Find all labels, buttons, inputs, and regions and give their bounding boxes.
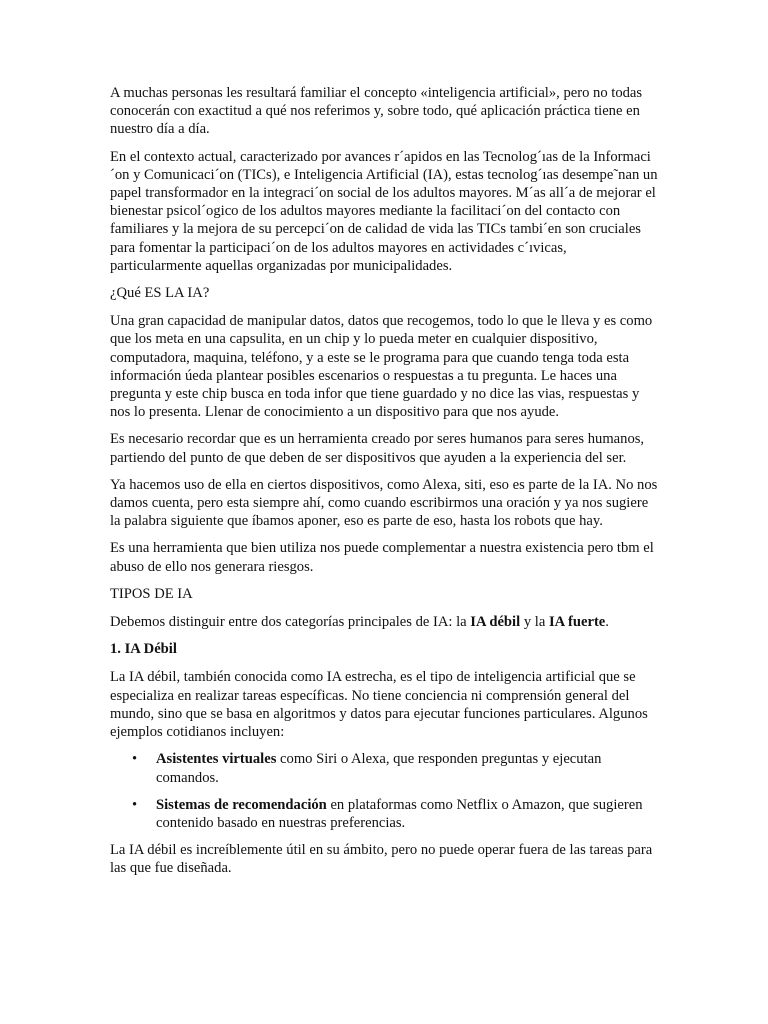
- weak-ai-heading: 1. IA Débil: [110, 641, 177, 658]
- intro-paragraph: A muchas personas les resultará familiar el concepto «inteligencia artificial», pero no todas conocerán con exactitud a qué nos referimos y, sobre todo, qué aplicación práctica tiene en nuestro día a día.: [110, 85, 643, 138]
- list-item: [132, 796, 660, 832]
- context-paragraph: En el contexto actual, caracterizado por avances r´apidos en las Tecnolog´ıas de la Informaci´on y Comunicaci´on (TICs), e Inteligencia Artificial (IA), estas tecnolog´ıas desempe˜nan un papel transformador en la integraci´on social de los adultos mayores. M´as all´a de mejorar el bienestar psicol´ogico de los adultos mayores mediante la facilitaci´on del contacto con familiares y la mejora de su percepci´on de calidad de vida las TICs tambi´en son cruciales para fomentar la participaci´on de los adultos mayores en actividades c´ıvicas, particularmente aquellas organizadas por municipalidades.: [110, 148, 658, 274]
- usage-paragraph: Ya hacemos uso de ella en ciertos dispositivos, como Alexa, siti, eso es parte de la IA. No nos damos cuenta, pero esta siempre ahí, como cuando escribirmos una oración y ya nos sugiere la palabra siguiente que íbamos aponer, eso es parte de eso, hasta los robots que hay.: [110, 476, 658, 530]
- list-item-text: en plataformas como Netflix o Amazon, que sugieren contenido basado en nuestras preferencias.: [156, 796, 643, 831]
- bullet-icon: •: [132, 796, 138, 813]
- categories-paragraph: [110, 613, 660, 631]
- weak-ai-paragraph: La IA débil, también conocida como IA estrecha, es el tipo de inteligencia artificial que se especializa en realizar tareas específicas. No tiene conciencia ni comprensión general del mundo, sino que se basa en algoritmos y datos para ejecutar funciones particulares. Algunos ejemplos cotidianos incluyen:: [110, 669, 648, 741]
- risk-paragraph: Es una herramienta que bien utiliza nos puede complementar a nuestra existencia pero tbm el abuso de ello nos generara riesgos.: [110, 540, 654, 575]
- weak-ai-term: IA débil: [470, 614, 521, 631]
- list-item-term: Sistemas de recomendación: [156, 796, 327, 813]
- categories-text-before: Debemos distinguir entre dos categorías principales de IA: la: [110, 614, 471, 631]
- list-item-text: como Siri o Alexa, que responden preguntas y ejecutan comandos.: [156, 751, 602, 786]
- bullet-icon: •: [132, 751, 138, 768]
- types-heading: TIPOS DE IA: [110, 585, 193, 602]
- categories-text-middle: y la: [520, 614, 549, 631]
- definition-paragraph: Una gran capacidad de manipular datos, datos que recogemos, todo lo que le lleva y es como que los meta en una capsulita, en un chip y lo pueda meter en cualquier dispositivo, computadora, maquina, teléfono, y a este se le programa para que cuando tenga toda esta información úeda plantear posibles escenarios o respuestas a tu pregunta. Le haces una pregunta y este chip busca en toda infor que tiene guardado y no dice las vias, respuestas y nos lo presenta. Llenar de conocimiento a un dispositivo para que nos ayude.: [110, 313, 653, 421]
- reminder-paragraph: Es necesario recordar que es un herramienta creado por seres humanos para seres humanos, partiendo del punto de que deben de ser dispositivos que ayuden a la experiencia del ser.: [110, 431, 645, 466]
- categories-text-after: .: [605, 614, 609, 631]
- closing-paragraph: La IA débil es increíblemente útil en su ámbito, pero no puede operar fuera de las tareas para las que fue diseñada.: [110, 842, 653, 877]
- list-item: [132, 750, 660, 786]
- list-item-term: Asistentes virtuales: [156, 751, 277, 768]
- examples-list: [110, 750, 660, 832]
- strong-ai-term: IA fuerte: [548, 614, 606, 631]
- question-heading: ¿Qué ES LA IA?: [110, 285, 210, 302]
- document-body: [110, 84, 660, 887]
